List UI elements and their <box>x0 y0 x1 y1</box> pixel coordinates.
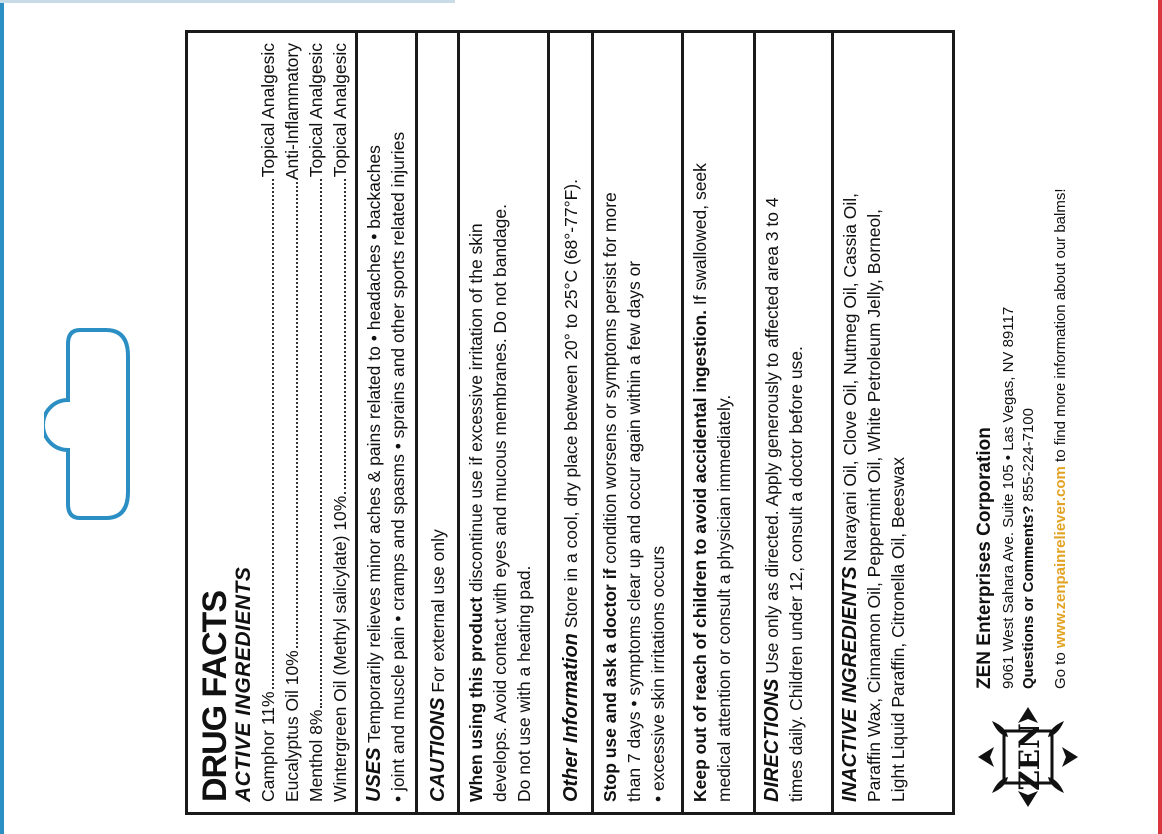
ingredient-row <box>304 43 328 802</box>
inactive-line-1: Narayani Oil, Clove Oil, Nutmeg Oil, Cassia Oil, <box>840 192 860 562</box>
ingredient-row <box>328 43 352 802</box>
inactive-line-3: Light Liquid Paraffin, Citronella Oil, Beeswax <box>888 456 908 802</box>
inactive-ingredients-section <box>834 33 952 812</box>
ingredient-purpose: Topical Analgesic <box>258 43 278 178</box>
website-line <box>1052 188 1069 689</box>
cautions-heading: CAUTIONS <box>426 697 449 802</box>
when-using-line-1: discontinue use if excessive irritation of the skin <box>466 223 486 592</box>
keep-out-heading: Keep out of reach of children to avoid accidental ingestion. <box>690 309 710 802</box>
stop-use-heading: Stop use and ask a doctor if <box>600 568 620 802</box>
cautions-text: For external use only <box>427 529 448 693</box>
stop-use-line-1: condition worsens or symptoms persist for more <box>600 192 620 564</box>
leader-dots <box>296 182 298 648</box>
uses-line-2: • joint and muscle pain • cramps and spasms • sprains and other sports related injuries <box>388 131 408 802</box>
cautions-section <box>418 33 460 812</box>
when-using-line-3: Do not use with a heating pad. <box>514 565 534 802</box>
ingredient-name: Eucalyptus Oil 10% <box>282 650 302 802</box>
ingredient-row <box>256 43 280 802</box>
other-information-text: Store in a cool, dry place between 20° to 25°C (68°-77°F). <box>560 179 581 629</box>
ingredient-row <box>280 43 304 802</box>
ingredient-purpose: Topical Analgesic <box>306 43 326 178</box>
keep-out-line-1: If swallowed, seek <box>690 163 710 306</box>
when-using-line-2: develops. Avoid contact with eyes and mucous membranes. Do not bandage. <box>490 204 510 802</box>
leader-dots <box>344 179 346 493</box>
ingredient-purpose: Anti-Inflammatory <box>282 43 302 181</box>
other-information-heading: Other Information <box>559 633 582 802</box>
keep-out-line-2: medical attention or consult a physician immediately. <box>714 394 734 802</box>
active-ingredients-section <box>188 33 358 812</box>
website-suffix: to find more information about our balms! <box>1052 188 1069 462</box>
when-using-heading: When using this product <box>466 596 486 802</box>
hang-hole-outline <box>44 326 134 522</box>
ingredient-name: Wintergreen Oil (Methyl salicylate) 10% <box>330 495 350 802</box>
company-address: 9061 West Sahara Ave. Suite 105 • Las Vegas, NV 89117 <box>1000 306 1017 689</box>
drug-facts-label <box>185 30 1069 815</box>
top-edge-stripe <box>0 0 455 3</box>
website-link[interactable]: www.zenpainreliever.com <box>1052 466 1069 649</box>
directions-heading: DIRECTIONS <box>761 678 783 802</box>
ingredient-name: Menthol 8% <box>306 709 326 802</box>
uses-heading: USES <box>363 747 385 802</box>
active-ingredients-heading: ACTIVE INGREDIENTS <box>232 566 255 802</box>
stop-use-line-2: than 7 days • symptoms clear up and occur again within a few days or <box>624 260 644 802</box>
phone-number: 855-224-7100 <box>1020 408 1037 502</box>
questions-label: Questions or Comments? <box>1020 505 1037 689</box>
directions-line-2: times daily. Children under 12, consult a doctor before use. <box>786 346 806 802</box>
when-using-section <box>460 33 550 812</box>
zen-logo <box>972 701 1084 813</box>
inactive-line-2: Paraffin Wax, Cinnamon Oil, Peppermint Oil, White Petroleum Jelly, Borneol, <box>864 209 884 802</box>
drug-facts-title: DRUG FACTS <box>196 591 234 802</box>
keep-out-section <box>684 33 756 812</box>
ingredient-purpose: Topical Analgesic <box>330 43 350 178</box>
other-information-section <box>550 33 594 812</box>
svg-text:ZEN: ZEN <box>1013 723 1046 791</box>
inactive-ingredients-heading: INACTIVE INGREDIENTS <box>839 566 861 802</box>
left-edge-stripe <box>0 0 4 834</box>
uses-section <box>358 33 418 812</box>
ingredient-name: Camphor 11% <box>258 691 278 802</box>
drug-facts-panel <box>185 30 955 815</box>
website-prefix: Go to <box>1052 652 1069 689</box>
right-edge-stripe <box>1158 0 1162 834</box>
directions-line-1: Use only as directed. Apply generously to affected area 3 to 4 <box>762 197 782 674</box>
company-name: ZEN Enterprises Corporation <box>974 427 995 689</box>
company-contact <box>1020 408 1037 689</box>
stop-use-line-3: • excessive skin irritations occurs <box>648 545 668 802</box>
leader-dots <box>272 179 274 689</box>
stop-use-section <box>594 33 684 812</box>
uses-line-1: Temporarily relieves minor aches & pains related to • headaches • backaches <box>364 145 384 743</box>
directions-section <box>756 33 834 812</box>
leader-dots <box>320 179 322 707</box>
